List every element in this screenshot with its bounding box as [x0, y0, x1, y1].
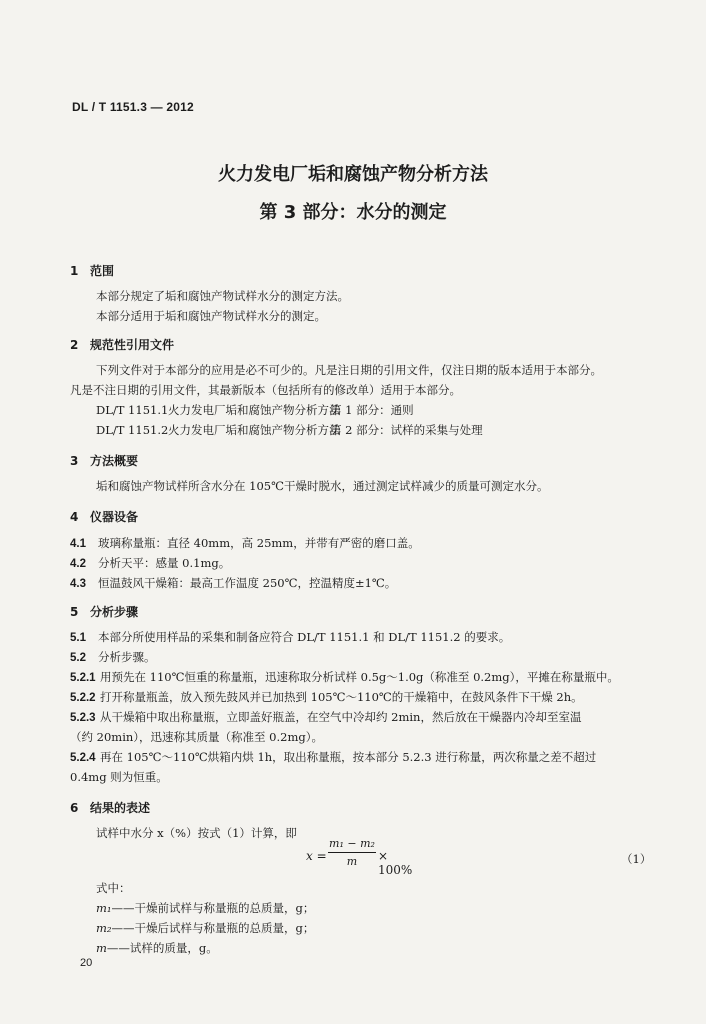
section-2-heading: 2 规范性引用文件: [70, 338, 175, 352]
step-5-2-4-cont: 0.4mg 则为恒重。: [70, 770, 168, 784]
document-title: 火力发电厂垢和腐蚀产物分析方法: [218, 164, 488, 185]
step-5-1: 5.1 本部分所使用样品的采集和制备应符合 DL/T 1151.1 和 DL/T 1151.2 的要求。: [70, 630, 511, 644]
section-1-heading: 1 范围: [70, 264, 115, 278]
formula-numerator: m₁ − m₂: [328, 837, 376, 853]
step-5-2-4: 5.2.4 再在 105℃～110℃烘箱内烘 1h，取出称量瓶，按本部分 5.2.3 进行称量，两次称量之差不超过: [70, 750, 597, 764]
instrument-item: 4.1 玻璃称量瓶：直径 40mm，高 25mm，并带有严密的磨口盖。: [70, 536, 420, 550]
step-5-2: 5.2 分析步骤。: [70, 650, 156, 664]
variable-definition: m₂——干燥后试样与称量瓶的总质量，g；: [96, 921, 315, 935]
formula-factor: × 100%: [378, 849, 413, 877]
reference-code: DL/T 1151.1: [96, 403, 169, 417]
section-2-para-1: 下列文件对于本部分的应用是必不可少的。凡是注日期的引用文件，仅注日期的版本适用于本部分。: [96, 363, 602, 377]
page-number: 20: [80, 957, 93, 969]
step-5-2-2: 5.2.2 打开称量瓶盖，放入预先鼓风并已加热到 105℃～110℃的干燥箱中，在鼓风条件下干燥 2h。: [70, 690, 583, 704]
section-1-para-2: 本部分适用于垢和腐蚀产物试样水分的测定。: [96, 309, 326, 323]
variable-definition: m₁——干燥前试样与称量瓶的总质量，g；: [96, 901, 315, 915]
section-3-para-1: 垢和腐蚀产物试样所含水分在 105℃干燥时脱水，通过测定试样减少的质量可测定水分。: [96, 479, 549, 493]
variable-symbol: m₁: [96, 901, 112, 915]
instrument-item: 4.3 恒温鼓风干燥箱：最高工作温度 250℃，控温精度±1℃。: [70, 576, 397, 590]
reference-item: [96, 422, 483, 438]
section-6-heading: 6 结果的表述: [70, 801, 151, 815]
reference-part: 第 2 部分：试样的采集与处理: [330, 423, 483, 437]
step-5-2-3-cont: （约 20min），迅速称其质量（称准至 0.2mg）。: [70, 730, 323, 744]
section-4-heading: 4 仪器设备: [70, 510, 139, 524]
reference-item: [96, 402, 414, 418]
variable-symbol: m₂: [96, 921, 112, 935]
reference-name: 火力发电厂垢和腐蚀产物分析方法: [168, 423, 341, 437]
reference-name: 火力发电厂垢和腐蚀产物分析方法: [168, 403, 341, 417]
step-5-2-3: 5.2.3 从干燥箱中取出称量瓶，立即盖好瓶盖，在空气中冷却约 2min，然后放在干燥器内冷却至室温: [70, 710, 582, 724]
section-6-para-1: 试样中水分 x（%）按式（1）计算，即: [96, 826, 297, 840]
standard-code: DL / T 1151.3 — 2012: [72, 100, 194, 114]
section-1-para-1: 本部分规定了垢和腐蚀产物试样水分的测定方法。: [96, 289, 349, 303]
variable-symbol: m: [96, 941, 107, 955]
reference-part: 第 1 部分：通则: [330, 403, 414, 417]
step-5-2-1: 5.2.1 用预先在 110℃恒重的称量瓶，迅速称取分析试样 0.5g～1.0g（称准至 0.2mg），平摊在称量瓶中。: [70, 670, 619, 684]
section-3-heading: 3 方法概要: [70, 454, 139, 468]
instrument-item: 4.2 分析天平：感量 0.1mg。: [70, 556, 231, 570]
reference-code: DL/T 1151.2: [96, 423, 169, 437]
section-2-para-1-cont: 凡是不注日期的引用文件，其最新版本（包括所有的修改单）适用于本部分。: [70, 383, 461, 397]
formula-lhs: x =: [306, 849, 327, 863]
equation-number: （1）: [621, 852, 652, 866]
variable-definition: m——试样的质量，g。: [96, 941, 218, 955]
document-subtitle: 第 3 部分：水分的测定: [259, 202, 447, 223]
section-5-heading: 5 分析步骤: [70, 605, 139, 619]
where-label: 式中：: [96, 881, 131, 895]
moisture-formula: [306, 837, 413, 877]
formula-fraction: [328, 837, 376, 868]
formula-denominator: m: [346, 855, 358, 868]
